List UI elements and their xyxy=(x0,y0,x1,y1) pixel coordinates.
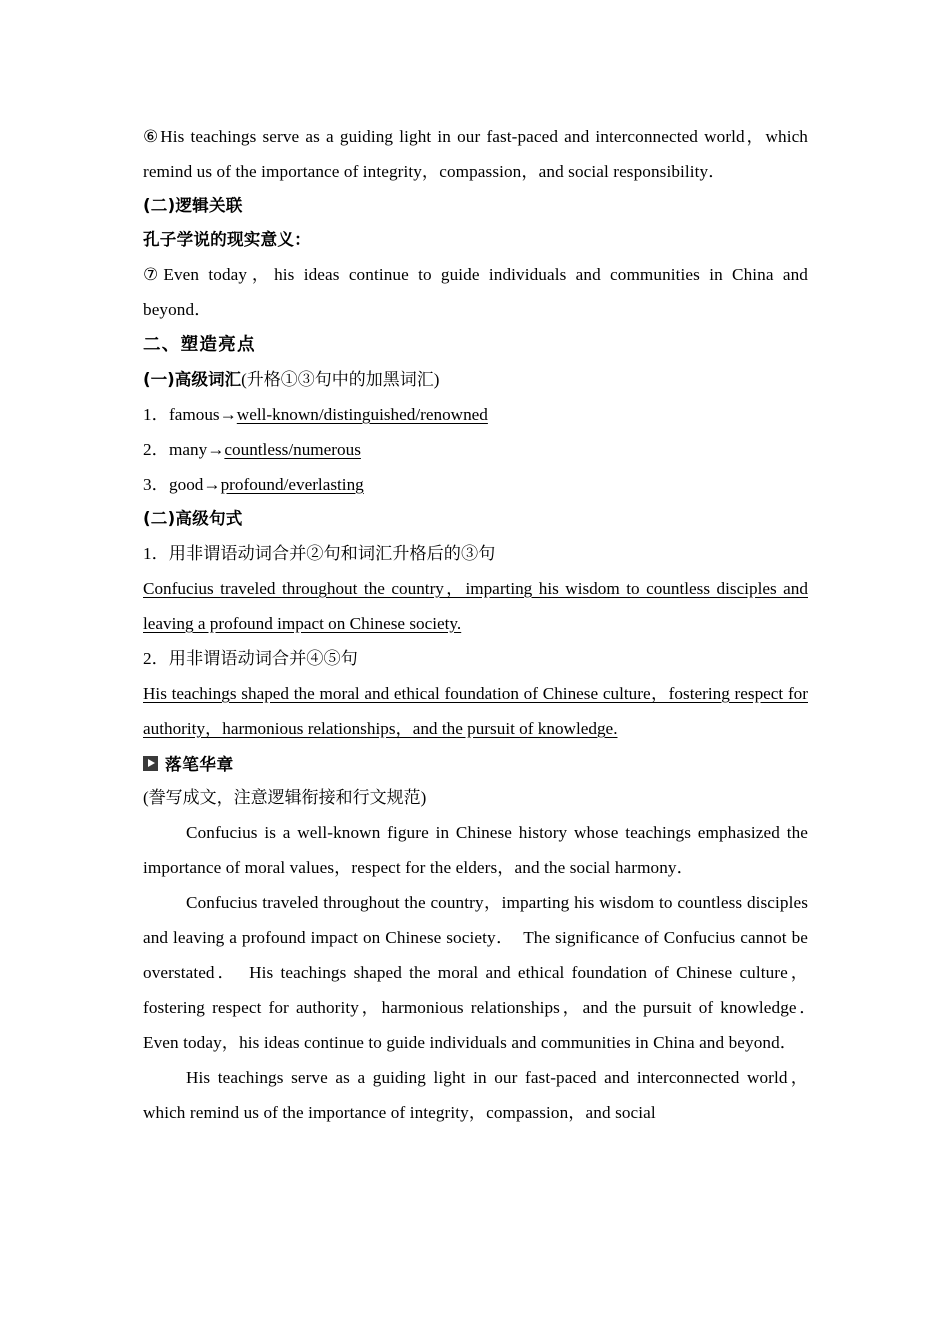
essay-paragraph-1: Confucius is a well-known figure in Chinese history whose teachings emphasized the importance of moral values，respect for the elders，and the social harmony． xyxy=(143,823,808,877)
essay-paragraph-3: His teachings serve as a guiding light in our fast-paced and interconnected world，which remind us of the importance of integrity，compassion，and social xyxy=(143,1068,808,1122)
play-triangle-icon xyxy=(143,756,158,771)
section-title-final-essay xyxy=(143,746,808,780)
subheading-confucius-significance: 孔子学说的现实意义： xyxy=(143,230,311,249)
vocab-item-2-base: many xyxy=(169,440,208,459)
vocab-item-2-upgrade: countless/numerous xyxy=(224,440,361,459)
heading-logic-relation: (二)逻辑关联 xyxy=(143,196,243,215)
vocab-item-1-upgrade: well-known/distinguished/renowned xyxy=(236,405,488,424)
heading-section-two: 二、塑造亮点 xyxy=(143,335,256,355)
syntax-answer-2: His teachings shaped the moral and ethical foundation of Chinese culture，fostering respect for authority，harmonious relationships，and the pursuit of knowledge. xyxy=(143,684,808,738)
vocab-item-1-number: 1． xyxy=(143,405,169,424)
vocab-item-2-number: 2． xyxy=(143,440,169,459)
syntax-prompt-1: 1．用非谓语动词合并②句和词汇升格后的③句 xyxy=(143,544,496,563)
section-title-final-essay-text: 落笔华章 xyxy=(165,755,234,774)
vocab-item-3 xyxy=(143,467,808,502)
vocab-item-1 xyxy=(143,397,808,432)
essay-paragraph-2: Confucius traveled throughout the country，imparting his wisdom to countless disciples and leaving a profound impact on Chinese society． The significance of Confucius cannot be overstated． His teachings shaped the moral and ethical foundation of Chinese culture，fostering respect for authority，harmonious relationships，and the pursuit of knowledge． Even today，his ideas continue to guide individuals and communities in China and beyond． xyxy=(143,893,826,1052)
heading-advanced-syntax: (二)高级句式 xyxy=(143,509,243,528)
vocab-item-1-base: famous xyxy=(169,405,220,424)
vocab-item-2 xyxy=(143,432,808,467)
vocab-item-1-arrow: → xyxy=(219,405,237,424)
sentence-7-paragraph: ⑦Even today，his ideas continue to guide individuals and communities in China and beyond． xyxy=(143,265,808,319)
syntax-answer-1: Confucius traveled throughout the country，imparting his wisdom to countless disciples and leaving a profound impact on Chinese society. xyxy=(143,579,808,633)
final-essay-note: (誊写成文，注意逻辑衔接和行文规范) xyxy=(143,788,427,807)
heading-advanced-vocabulary-note: (升格①③句中的加黑词汇) xyxy=(241,370,440,389)
heading-advanced-vocabulary xyxy=(143,363,808,397)
vocab-item-3-upgrade: profound/everlasting xyxy=(220,475,364,494)
sentence-6-paragraph: ⑥His teachings serve as a guiding light in our fast-paced and interconnected world，which remind us of the importance of integrity，compassion，and social responsibility． xyxy=(143,127,808,181)
vocab-item-2-arrow: → xyxy=(207,440,225,459)
vocab-item-3-number: 3． xyxy=(143,475,169,494)
heading-advanced-vocabulary-text: (一)高级词汇 xyxy=(143,370,242,389)
vocab-item-3-arrow: → xyxy=(203,475,221,494)
syntax-prompt-2: 2．用非谓语动词合并④⑤句 xyxy=(143,649,358,668)
page-content xyxy=(143,119,826,1130)
vocab-item-3-base: good xyxy=(169,475,204,494)
